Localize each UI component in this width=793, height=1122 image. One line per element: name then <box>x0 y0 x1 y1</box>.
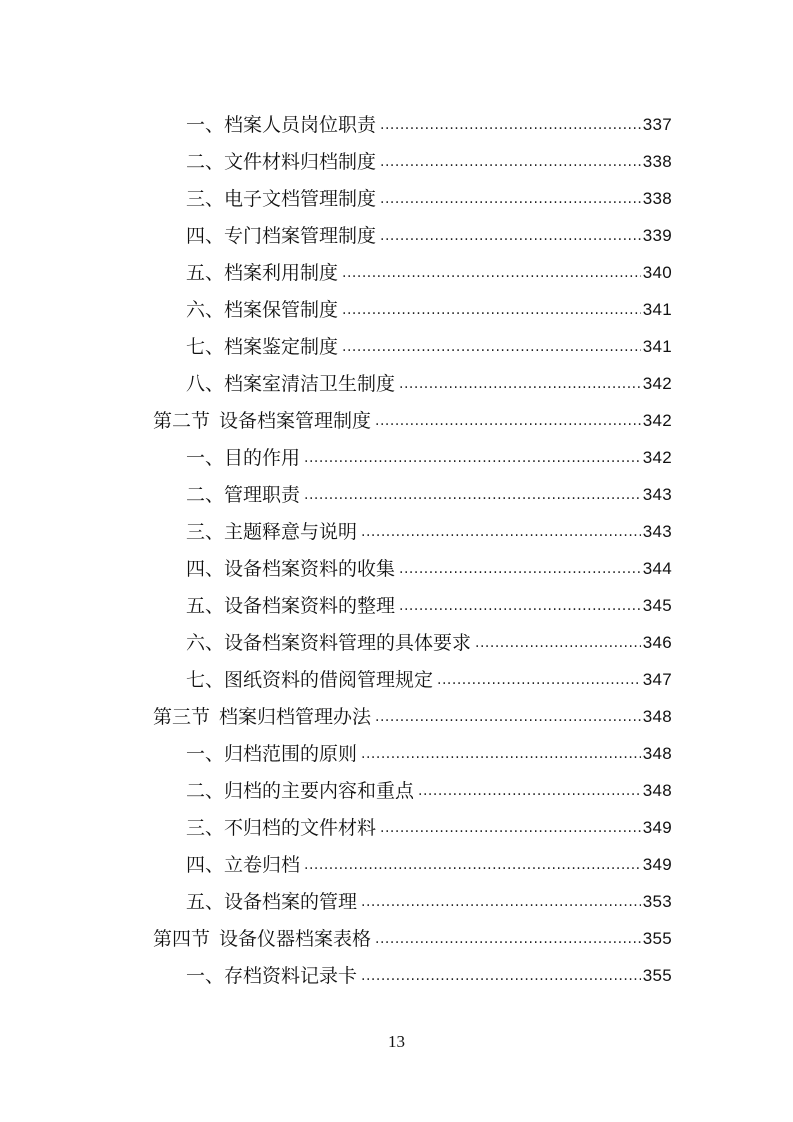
toc-entry-title: 五、设备档案资料的整理 <box>186 595 396 617</box>
toc-entry[interactable] <box>186 433 672 470</box>
toc-leader-dots <box>361 745 641 763</box>
toc-entry-title: 设备档案管理制度 <box>219 410 372 432</box>
toc-leader-dots <box>361 893 641 911</box>
toc-leader-dots <box>399 560 641 578</box>
toc-leader-dots <box>304 449 641 467</box>
toc-entry-page: 347 <box>642 670 672 689</box>
toc-leader-dots <box>475 634 641 652</box>
toc-leader-dots <box>437 671 641 689</box>
toc-entry-page: 342 <box>642 374 672 393</box>
toc-entry-title: 一、存档资料记录卡 <box>186 965 358 987</box>
toc-entry[interactable] <box>186 618 672 655</box>
toc-entry-title: 七、档案鉴定制度 <box>186 336 339 358</box>
toc-section-entry[interactable] <box>153 692 672 729</box>
toc-entry-title: 四、专门档案管理制度 <box>186 225 377 247</box>
toc-entry-heading <box>153 409 371 433</box>
toc-entry[interactable] <box>186 359 672 396</box>
toc-entry-title: 一、归档范围的原则 <box>186 743 358 765</box>
toc-entry-title: 设备仪器档案表格 <box>219 928 372 950</box>
toc-entry-title: 六、档案保管制度 <box>186 299 339 321</box>
toc-entry-page: 344 <box>642 559 672 578</box>
toc-entry-page: 348 <box>642 744 672 763</box>
toc-leader-dots <box>375 412 641 430</box>
toc-leader-dots <box>399 375 641 393</box>
toc-entry-page: 341 <box>642 300 672 319</box>
toc-entry-page: 338 <box>642 152 672 171</box>
toc-entry-title: 一、档案人员岗位职责 <box>186 114 377 136</box>
toc-leader-dots <box>399 597 641 615</box>
toc-leader-dots <box>418 782 641 800</box>
toc-leader-dots <box>380 227 641 245</box>
toc-leader-dots <box>380 153 641 171</box>
toc-entry[interactable] <box>186 544 672 581</box>
toc-entry-page: 349 <box>642 818 672 837</box>
toc-entry[interactable] <box>186 137 672 174</box>
toc-entry-title: 七、图纸资料的借阅管理规定 <box>186 669 434 691</box>
toc-entry[interactable] <box>186 766 672 803</box>
toc-entry-page: 343 <box>642 522 672 541</box>
toc-entry[interactable] <box>186 840 672 877</box>
toc-entry-title: 三、电子文档管理制度 <box>186 188 377 210</box>
toc-entry-page: 342 <box>642 448 672 467</box>
toc-section-entry[interactable] <box>153 396 672 433</box>
toc-entry-title: 三、主题释意与说明 <box>186 521 358 543</box>
toc-entry-title: 一、目的作用 <box>186 447 301 469</box>
toc-leader-dots <box>380 819 641 837</box>
toc-entry[interactable] <box>186 174 672 211</box>
toc-entry[interactable] <box>186 803 672 840</box>
toc-entry-page: 346 <box>642 633 672 652</box>
toc-entry-page: 343 <box>642 485 672 504</box>
toc-leader-dots <box>380 190 641 208</box>
toc-entry[interactable] <box>186 211 672 248</box>
toc-section-entry[interactable] <box>153 914 672 951</box>
toc-leader-dots <box>380 116 641 134</box>
toc-entry[interactable] <box>186 248 672 285</box>
toc-entry[interactable] <box>186 470 672 507</box>
toc-leader-dots <box>342 338 641 356</box>
toc-entry-title: 二、管理职责 <box>186 484 301 506</box>
toc-entry-page: 345 <box>642 596 672 615</box>
toc-entry-page: 349 <box>642 855 672 874</box>
toc-section-number: 第二节 <box>153 410 211 432</box>
toc-section-number: 第三节 <box>153 706 211 728</box>
toc-section-number: 第四节 <box>153 928 211 950</box>
toc-leader-dots <box>375 708 641 726</box>
toc-entry-heading <box>153 927 371 951</box>
toc-entry-page: 355 <box>642 966 672 985</box>
toc-entry[interactable] <box>186 322 672 359</box>
toc-entry-title: 六、设备档案资料管理的具体要求 <box>186 632 472 654</box>
toc-entry[interactable] <box>186 655 672 692</box>
toc-entry-page: 339 <box>642 226 672 245</box>
toc-leader-dots <box>375 930 641 948</box>
toc-entry-page: 338 <box>642 189 672 208</box>
toc-entry-title: 五、设备档案的管理 <box>186 891 358 913</box>
toc-entry-title: 五、档案利用制度 <box>186 262 339 284</box>
toc-entry-title: 档案归档管理办法 <box>219 706 372 728</box>
toc-entry-heading <box>153 705 371 729</box>
page-number: 13 <box>388 1032 405 1051</box>
toc-leader-dots <box>342 264 641 282</box>
toc-entry[interactable] <box>186 285 672 322</box>
toc-entry-title: 四、设备档案资料的收集 <box>186 558 396 580</box>
toc-entry-title: 三、不归档的文件材料 <box>186 817 377 839</box>
toc-entry-page: 340 <box>642 263 672 282</box>
toc-leader-dots <box>304 486 641 504</box>
toc-entry[interactable] <box>186 877 672 914</box>
toc-leader-dots <box>304 856 641 874</box>
toc-entry[interactable] <box>186 729 672 766</box>
toc-entry[interactable] <box>186 100 672 137</box>
toc-entry-title: 四、立卷归档 <box>186 854 301 876</box>
toc-entry[interactable] <box>186 581 672 618</box>
toc-entry-page: 337 <box>642 115 672 134</box>
toc-entry-page: 355 <box>642 929 672 948</box>
toc-entry-title: 八、档案室清洁卫生制度 <box>186 373 396 395</box>
toc-entry-page: 348 <box>642 781 672 800</box>
toc-entry[interactable] <box>186 951 672 988</box>
toc-entry-page: 342 <box>642 411 672 430</box>
toc-entry-title: 二、文件材料归档制度 <box>186 151 377 173</box>
toc-entry-page: 353 <box>642 892 672 911</box>
toc-entry[interactable] <box>186 507 672 544</box>
toc-entry-page: 341 <box>642 337 672 356</box>
toc-leader-dots <box>361 967 641 985</box>
toc-entry-page: 348 <box>642 707 672 726</box>
toc-entry-title: 二、归档的主要内容和重点 <box>186 780 415 802</box>
toc-leader-dots <box>361 523 641 541</box>
toc-leader-dots <box>342 301 641 319</box>
